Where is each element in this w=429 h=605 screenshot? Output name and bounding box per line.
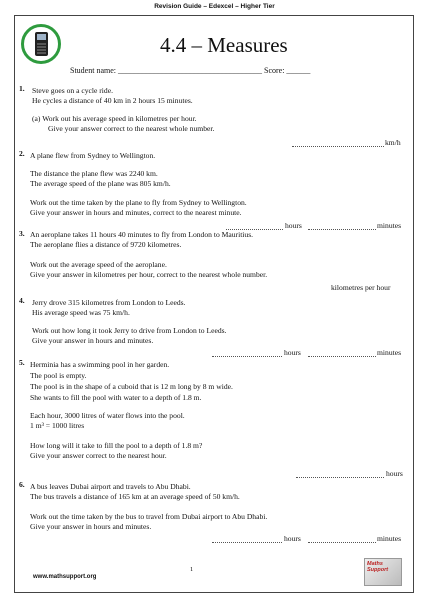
answer-unit: hours bbox=[285, 221, 302, 230]
question-text: Work out the time taken by the plane to fly from Sydney to Wellington. bbox=[30, 198, 247, 207]
answer-unit: km/h bbox=[385, 138, 401, 147]
question-part: (a) Work out his average speed in kilometres per hour. bbox=[32, 114, 197, 123]
answer-unit: minutes bbox=[377, 348, 402, 357]
question-text: The average speed of the plane was 805 km/h. bbox=[30, 179, 171, 188]
student-name-line: Student name: ____________________________________ Score: ______ bbox=[70, 66, 311, 75]
footer-website: www.mathsupport.org bbox=[33, 574, 97, 580]
answer-line bbox=[292, 145, 384, 147]
question-text: His average speed was 75 km/h. bbox=[32, 308, 130, 317]
question-text: Herminia has a swimming pool in her garden. bbox=[30, 360, 170, 369]
answer-line bbox=[212, 355, 282, 357]
question-text: Work out the average speed of the aeroplane. bbox=[30, 260, 167, 269]
answer-line bbox=[308, 228, 376, 230]
question-text: The distance the plane flew was 2240 km. bbox=[30, 169, 158, 178]
answer-unit: minutes bbox=[377, 534, 402, 543]
question-text: He cycles a distance of 40 km in 2 hours 15 minutes. bbox=[32, 96, 193, 105]
question-text: She wants to fill the pool with water to a depth of 1.8 m. bbox=[30, 393, 202, 402]
question-text: Steve goes on a cycle ride. bbox=[32, 86, 113, 95]
answer-line bbox=[308, 355, 376, 357]
question-text: Work out how long it took Jerry to drive from London to Leeds. bbox=[32, 326, 227, 335]
maths-support-logo-icon bbox=[364, 558, 402, 586]
question-part: Give your answer correct to the nearest whole number. bbox=[48, 124, 215, 133]
question-text: Work out the time taken by the bus to travel from Dubai airport to Abu Dhabi. bbox=[30, 512, 268, 521]
question-text: 1 m³ = 1000 litres bbox=[30, 421, 85, 430]
question-text: An aeroplane takes 11 hours 40 minutes to fly from London to Mauritius. bbox=[30, 230, 254, 239]
question-number: 2. bbox=[19, 149, 25, 158]
question-text: A plane flew from Sydney to Wellington. bbox=[30, 151, 156, 160]
calculator-logo-icon bbox=[21, 24, 61, 64]
question-text: The aeroplane flies a distance of 9720 kilometres. bbox=[30, 240, 182, 249]
answer-unit: kilometres per hour bbox=[331, 283, 391, 292]
answer-line bbox=[308, 541, 376, 543]
question-text: The pool is in the shape of a cuboid that is 12 m long by 8 m wide. bbox=[30, 382, 233, 391]
logo-text: Maths Support bbox=[367, 561, 389, 573]
question-text: Give your answer in hours and minutes. bbox=[32, 336, 154, 345]
question-number: 4. bbox=[19, 296, 25, 305]
question-number: 3. bbox=[19, 229, 25, 238]
answer-unit: minutes bbox=[377, 221, 402, 230]
answer-unit: hours bbox=[386, 469, 403, 478]
question-text: Jerry drove 315 kilometres from London to Leeds. bbox=[32, 298, 186, 307]
question-text: Give your answer correct to the nearest hour. bbox=[30, 451, 167, 460]
header-title: Revision Guide – Edexcel – Higher Tier bbox=[154, 3, 275, 10]
question-text: Give your answer in hours and minutes, correct to the nearest minute. bbox=[30, 208, 242, 217]
question-text: How long will it take to fill the pool to a depth of 1.8 m? bbox=[30, 441, 203, 450]
answer-line bbox=[212, 541, 282, 543]
question-text: Give your answer in kilometres per hour, correct to the nearest whole number. bbox=[30, 270, 268, 279]
page-number: 1 bbox=[190, 566, 194, 573]
answer-unit: hours bbox=[284, 534, 301, 543]
question-text: The bus travels a distance of 165 km at an average speed of 50 km/h. bbox=[30, 492, 240, 501]
answer-unit: hours bbox=[284, 348, 301, 357]
question-text: Each hour, 3000 litres of water flows into the pool. bbox=[30, 411, 185, 420]
question-text: Give your answer in hours and minutes. bbox=[30, 522, 152, 531]
question-number: 1. bbox=[19, 84, 25, 93]
question-number: 5. bbox=[19, 358, 25, 367]
page-title: 4.4 – Measures bbox=[160, 33, 288, 57]
answer-line bbox=[296, 476, 384, 478]
question-text: A bus leaves Dubai airport and travels to Abu Dhabi. bbox=[30, 482, 191, 491]
question-text: The pool is empty. bbox=[30, 371, 87, 380]
question-number: 6. bbox=[19, 480, 25, 489]
